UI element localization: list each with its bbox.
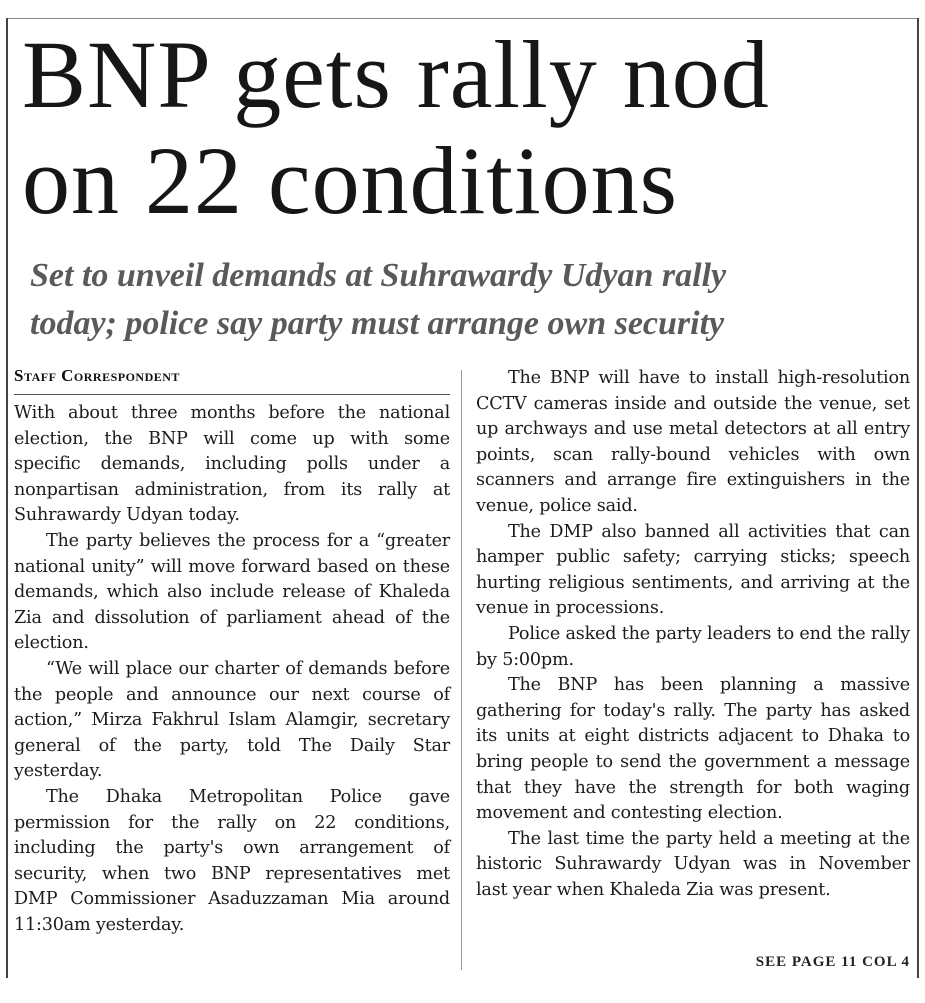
left-border-rule: [6, 18, 8, 978]
subhead-line-2: today; police say party must arrange own security: [30, 305, 725, 342]
body-paragraph: The last time the party held a meeting at the historic Suhrawardy Udyan was in November last year when Khaleda Zia was present.: [476, 828, 910, 900]
subhead-line-1: Set to unveil demands at Suhrawardy Udyan rally: [30, 257, 727, 294]
continuation-jump-line: SEE PAGE 11 COL 4: [755, 954, 910, 970]
subheadline: [30, 252, 910, 348]
headline: [22, 22, 912, 234]
right-column: [476, 366, 910, 903]
body-paragraph: The party believes the process for a “greater national unity” will move forward based on these demands, which also include release of Khaleda Zia and dissolution of parliament ahead of the election.: [14, 530, 450, 654]
column-divider: [461, 370, 462, 970]
body-paragraph: The DMP also banned all activities that can hamper public safety; carrying sticks; speech hurting religious sentiments, and arriving at the venue in processions.: [476, 521, 910, 619]
headline-line-1: BNP gets rally nod: [22, 21, 770, 128]
byline: Staff Correspondent: [14, 366, 450, 395]
body-paragraph: The BNP has been planning a massive gathering for today's rally. The party has asked its units at eight districts adjacent to Dhaka to bring people to send the government a message that they have the strength for both waging movement and contesting election.: [476, 675, 910, 824]
body-paragraph: The Dhaka Metropolitan Police gave permission for the rally on 22 conditions, including the party's own arrangement of security, when two BNP representatives met DMP Commissioner Asaduzzaman Mia around 11:30am yesterday.: [14, 786, 450, 935]
top-rule: [6, 18, 917, 19]
body-paragraph: The BNP will have to install high-resolution CCTV cameras inside and outside the venue, set up archways and use metal detectors at all entry points, scan rally-bound vehicles with own scanners and arrange fire extinguishers in the venue, police said.: [476, 368, 910, 516]
body-paragraph: “We will place our charter of demands before the people and announce our next course of action,” Mirza Fakhrul Islam Alamgir, secretary general of the party, told The Daily Star yesterday.: [14, 658, 450, 782]
body-paragraph: Police asked the party leaders to end the rally by 5:00pm.: [476, 623, 910, 670]
left-column: [14, 366, 450, 938]
right-border-rule: [917, 18, 919, 978]
body-paragraph: With about three months before the national election, the BNP will come up with some specific demands, including polls under a nonpartisan administration, from its rally at Suhrawardy Udyan today.: [14, 403, 450, 526]
headline-line-2: on 22 conditions: [22, 127, 678, 234]
